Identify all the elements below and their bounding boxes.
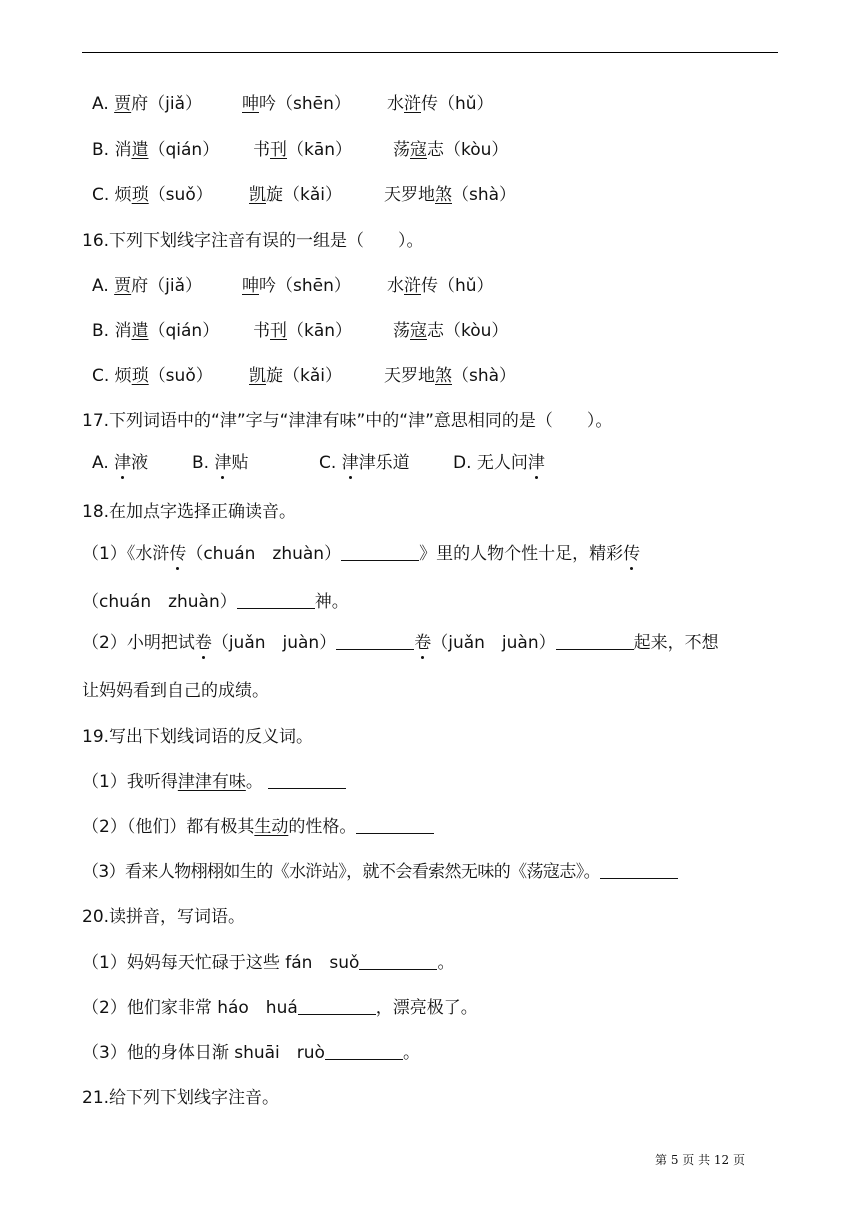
- answer-blank[interactable]: [298, 997, 376, 1015]
- q17-options: A. 津液 B. 津贴 C. 津津乐道 D. 无人问津: [92, 453, 545, 473]
- answer-blank[interactable]: [356, 816, 434, 834]
- answer-blank[interactable]: [237, 591, 315, 609]
- q20-sentence-1: （1）妈妈每天忙碌于这些 fán suǒ 。: [82, 953, 455, 973]
- q15-options-row-a: A. 贾府（jiǎ） 呻吟（shēn） 水浒传（hǔ）: [92, 94, 494, 114]
- answer-blank[interactable]: [341, 543, 419, 561]
- answer-blank[interactable]: [556, 632, 634, 650]
- q21-stem: 21.给下列下划线字注音。: [82, 1088, 280, 1108]
- q18-sentence-1-cont: （chuán zhuàn） 神。: [82, 592, 349, 612]
- q18-sentence-1: （1）《水浒传（chuán zhuàn） 》里的人物个性十足，精彩传: [82, 544, 641, 564]
- q18-sentence-2-cont: 让妈妈看到自己的成绩。: [82, 681, 269, 701]
- q16-options-row-c: C. 烦琐（suǒ） 凯旋（kǎi） 天罗地煞（shà）: [92, 366, 517, 386]
- answer-blank[interactable]: [359, 952, 437, 970]
- q18-sentence-2: （2）小明把试卷（juǎn juàn） 卷（juǎn juàn） 起来，不想: [82, 633, 719, 653]
- q19-sentence-1: （1）我听得津津有味。: [82, 770, 346, 794]
- q15-options-row-b: B. 消遣（qián） 书刊（kān） 荡寇志（kòu）: [92, 140, 509, 160]
- answer-blank[interactable]: [268, 771, 346, 789]
- q19-sentence-3: （3）看来人物栩栩如生的《水浒站》，就不会看索然无味的《荡寇志》。: [82, 860, 678, 884]
- answer-blank[interactable]: [600, 861, 678, 879]
- q16-stem: 16.下列下划线字注音有误的一组是（ ）。: [82, 231, 424, 251]
- q16-options-row-a: A. 贾府（jiǎ） 呻吟（shēn） 水浒传（hǔ）: [92, 276, 494, 296]
- q19-stem: 19.写出下划线词语的反义词。: [82, 727, 314, 747]
- answer-blank[interactable]: [336, 632, 414, 650]
- header-rule: [82, 52, 778, 53]
- q17-stem: 17.下列词语中的“津”字与“津津有味”中的“津”意思相同的是（ ）。: [82, 411, 613, 431]
- q16-options-row-b: B. 消遣（qián） 书刊（kān） 荡寇志（kòu）: [92, 321, 509, 341]
- q20-sentence-3: （3）他的身体日渐 shuāi ruò 。: [82, 1043, 420, 1063]
- q18-stem: 18.在加点字选择正确读音。: [82, 502, 297, 522]
- q20-sentence-2: （2）他们家非常 háo huá ，漂亮极了。: [82, 998, 478, 1018]
- q15-options-row-c: C. 烦琐（suǒ） 凯旋（kǎi） 天罗地煞（shà）: [92, 185, 517, 205]
- answer-blank[interactable]: [325, 1042, 403, 1060]
- q19-sentence-2: （2）（他们）都有极其生动的性格。: [82, 815, 434, 839]
- q20-stem: 20.读拼音，写词语。: [82, 907, 246, 927]
- page-number-footer: 第 5 页 共 12 页: [655, 1153, 745, 1167]
